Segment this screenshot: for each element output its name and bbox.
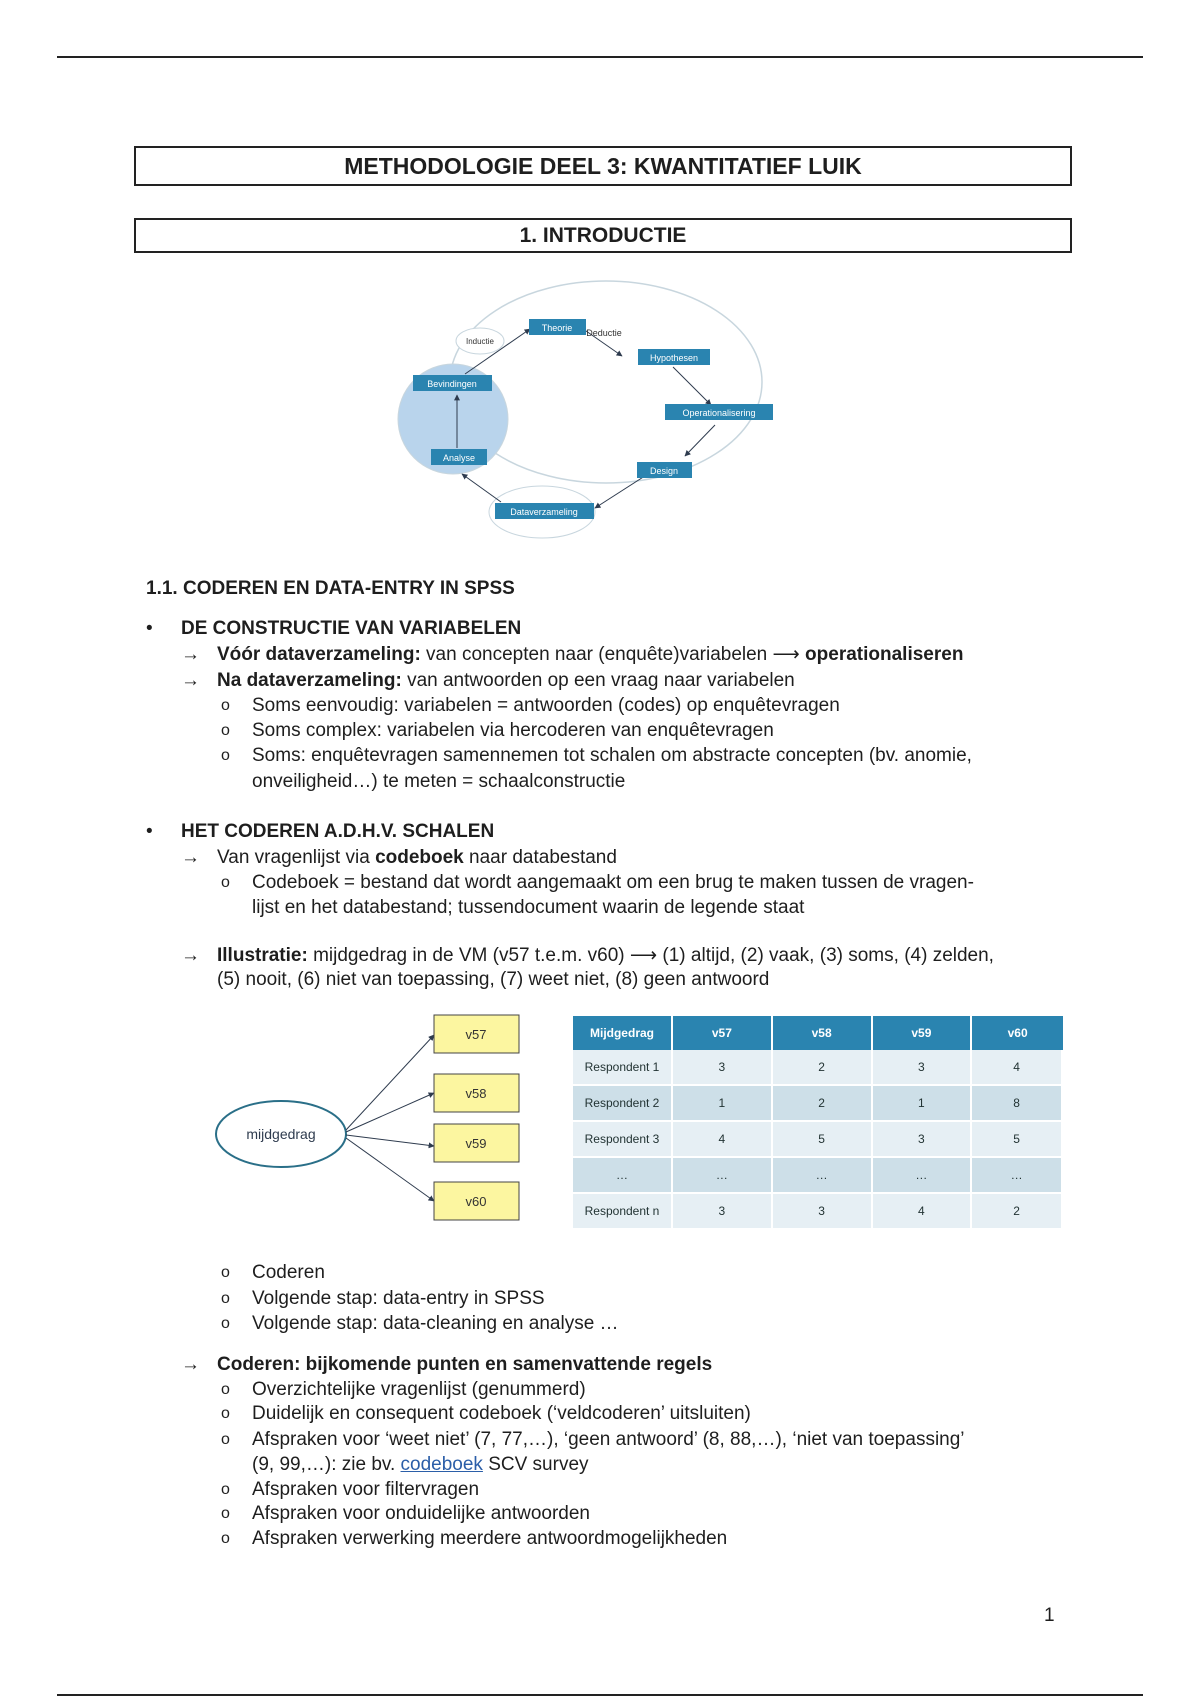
table-header: v57 [673, 1016, 773, 1050]
rule-item-2: Duidelijk en consequent codeboek (‘veldcoderen’ uitsluiten) [252, 1403, 751, 1424]
table-cell: 3 [773, 1194, 873, 1230]
table-header: v58 [773, 1016, 873, 1050]
voor-dataverzameling-text: van concepten naar (enquête)variabelen ⟶ [420, 644, 806, 665]
table-cell: 2 [972, 1194, 1063, 1230]
arrow-to-v57 [346, 1035, 434, 1130]
table-row [573, 1158, 1063, 1194]
bevindingen-label: Bevindingen [427, 379, 477, 389]
table-cell: 5 [972, 1122, 1063, 1158]
bullet2-heading: HET CODEREN A.D.H.V. SCHALEN [181, 821, 495, 842]
arrow-symbol: → [181, 945, 200, 966]
table-cell: Respondent 3 [573, 1122, 673, 1158]
v58-label: v58 [465, 1086, 487, 1101]
research-cycle-diagram [380, 272, 820, 542]
codeboek-definition-l1: Codeboek = bestand dat wordt aangemaakt om een brug te maken tussen de vragen- [252, 872, 974, 893]
illustratie-line1 [181, 943, 994, 968]
bullet1-arrow2 [181, 668, 795, 693]
document-title: METHODOLOGIE DEEL 3: KWANTITATIEF LUIK [134, 146, 1072, 186]
table-row [573, 1194, 1063, 1230]
table-cell: 3 [673, 1050, 773, 1086]
analyse-label: Analyse [442, 453, 476, 463]
bullet1-sub-3-cont: onveiligheid…) te meten = schaalconstructie [252, 771, 626, 792]
sub-bullet: o [221, 1431, 230, 1448]
sub-bullet: o [221, 747, 230, 764]
sub-bullet: o [221, 1405, 230, 1422]
illustratie-text: mijdgedrag in de VM (v57 t.e.m. v60) ⟶ (1) altijd, (2) vaak, (3) soms, (4) zelden, [307, 945, 994, 966]
v60-label: v60 [465, 1194, 487, 1209]
sub-bullet: o [221, 1481, 230, 1498]
step-2: Volgende stap: data-entry in SPSS [252, 1288, 545, 1309]
table-cell: 4 [972, 1050, 1063, 1086]
table-cell: … [673, 1158, 773, 1194]
table-header: v60 [972, 1016, 1063, 1050]
table-cell: Respondent 1 [573, 1050, 673, 1086]
table-row [573, 1086, 1063, 1122]
v59-label: v59 [465, 1136, 487, 1151]
sub-bullet: o [221, 1381, 230, 1398]
bullet1-sub-2: Soms complex: variabelen via hercoderen van enquêtevragen [252, 720, 774, 741]
table-cell: 1 [873, 1086, 973, 1122]
arrow-dataverzameling-analyse [462, 474, 501, 502]
sub-bullet: o [221, 1290, 230, 1307]
na-dataverzameling-text: van antwoorden op een vraag naar variabelen [401, 670, 795, 691]
arrow-to-v59 [346, 1135, 434, 1146]
bullet2-arrow1 [181, 845, 617, 870]
arrow-design-dataverzameling [595, 474, 648, 508]
sub-bullet: o [221, 1264, 230, 1281]
arrow-hypothesen-operationalisering [673, 367, 711, 405]
rules-heading: Coderen: bijkomende punten en samenvattende regels [217, 1354, 713, 1375]
bullet1-arrow1 [181, 642, 963, 667]
codeboek-label: codeboek [375, 847, 464, 868]
page-number: 1 [1044, 1605, 1055, 1626]
table-cell: 2 [773, 1050, 873, 1086]
mijdgedrag-diagram [214, 1005, 534, 1231]
table-header-row [573, 1016, 1063, 1050]
table-cell: Respondent 2 [573, 1086, 673, 1122]
rule-item-6: Afspraken verwerking meerdere antwoordmogelijkheden [252, 1528, 728, 1549]
sub-bullet: o [221, 1505, 230, 1522]
sub-bullet: o [221, 874, 230, 891]
table-row [573, 1050, 1063, 1086]
mijdgedrag-label: mijdgedrag [246, 1126, 316, 1142]
rule-item-3-pre: (9, 99,…): zie bv. [252, 1454, 401, 1475]
table-cell: … [573, 1158, 673, 1194]
operationaliseren-label: operationaliseren [805, 644, 964, 665]
arrow-symbol: → [181, 644, 200, 665]
section-title: 1. INTRODUCTIE [134, 218, 1072, 253]
bullet1-sub-1: Soms eenvoudig: variabelen = antwoorden (codes) op enquêtevragen [252, 695, 840, 716]
table-cell: 4 [873, 1194, 973, 1230]
illustratie-label: Illustratie: [217, 945, 308, 966]
rule-item-4: Afspraken voor filtervragen [252, 1479, 480, 1500]
theorie-label: Theorie [541, 323, 573, 333]
arrow-operationalisering-design [685, 425, 715, 456]
table-cell: 2 [773, 1086, 873, 1122]
voor-dataverzameling-label: Vóór dataverzameling: [217, 644, 421, 665]
sub-bullet: o [221, 697, 230, 714]
inductie-label: Inductie [465, 337, 495, 346]
rule-item-5: Afspraken voor onduidelijke antwoorden [252, 1503, 590, 1524]
table-cell: 3 [873, 1050, 973, 1086]
sub-bullet: o [221, 1530, 230, 1547]
design-label: Design [649, 466, 679, 476]
step-3: Volgende stap: data-cleaning en analyse … [252, 1313, 619, 1334]
rules-heading-line [181, 1352, 712, 1377]
arrow-symbol: → [181, 670, 200, 691]
table-cell: 3 [873, 1122, 973, 1158]
v57-label: v57 [465, 1027, 487, 1042]
table-cell: 5 [773, 1122, 873, 1158]
operationalisering-label: Operationalisering [682, 408, 756, 418]
table-cell: Respondent n [573, 1194, 673, 1230]
bullet-dot-1: • [146, 618, 153, 639]
illustratie-line2: (5) nooit, (6) niet van toepassing, (7) weet niet, (8) geen antwoord [217, 969, 770, 990]
table-cell: 3 [673, 1194, 773, 1230]
rule-item-3-post: SCV survey [482, 1454, 589, 1475]
rule-item-3-cont [252, 1452, 589, 1477]
dataverzameling-label: Dataverzameling [510, 507, 578, 517]
mijdgedrag-table [573, 1016, 1063, 1230]
databestand-text: naar databestand [463, 847, 617, 868]
codeboek-link[interactable]: codeboek [400, 1454, 483, 1475]
subsection-heading: 1.1. CODEREN EN DATA-ENTRY IN SPSS [146, 578, 515, 599]
step-1: Coderen [252, 1262, 325, 1283]
table-cell: … [773, 1158, 873, 1194]
rule-item-3: Afspraken voor ‘weet niet’ (7, 77,…), ‘geen antwoord’ (8, 88,…), ‘niet van toepassing’ [252, 1429, 965, 1450]
hypothesen-label: Hypothesen [649, 353, 699, 363]
arrow-to-v58 [346, 1093, 434, 1132]
arrow-symbol: → [181, 847, 200, 868]
vragenlijst-text: Van vragenlijst via [217, 847, 376, 868]
table-header: v59 [873, 1016, 973, 1050]
bullet1-sub-3: Soms: enquêtevragen samennemen tot schalen om abstracte concepten (bv. anomie, [252, 745, 972, 766]
bottom-rule [57, 1694, 1143, 1696]
table-cell: 8 [972, 1086, 1063, 1122]
table-header: Mijdgedrag [573, 1016, 673, 1050]
table-cell: … [972, 1158, 1063, 1194]
table-cell: 4 [673, 1122, 773, 1158]
sub-bullet: o [221, 1315, 230, 1332]
arrow-to-v60 [346, 1138, 434, 1201]
table-row [573, 1122, 1063, 1158]
rule-item-1: Overzichtelijke vragenlijst (genummerd) [252, 1379, 586, 1400]
table-cell: … [873, 1158, 973, 1194]
deductie-label: Deductie [586, 328, 622, 338]
bullet1-heading: DE CONSTRUCTIE VAN VARIABELEN [181, 618, 522, 639]
arrow-symbol: → [181, 1354, 200, 1375]
bullet-dot-2: • [146, 821, 153, 842]
codeboek-definition-l2: lijst en het databestand; tussendocument waarin de legende staat [252, 897, 805, 918]
sub-bullet: o [221, 722, 230, 739]
na-dataverzameling-label: Na dataverzameling: [217, 670, 402, 691]
top-rule [57, 56, 1143, 58]
table-cell: 1 [673, 1086, 773, 1122]
